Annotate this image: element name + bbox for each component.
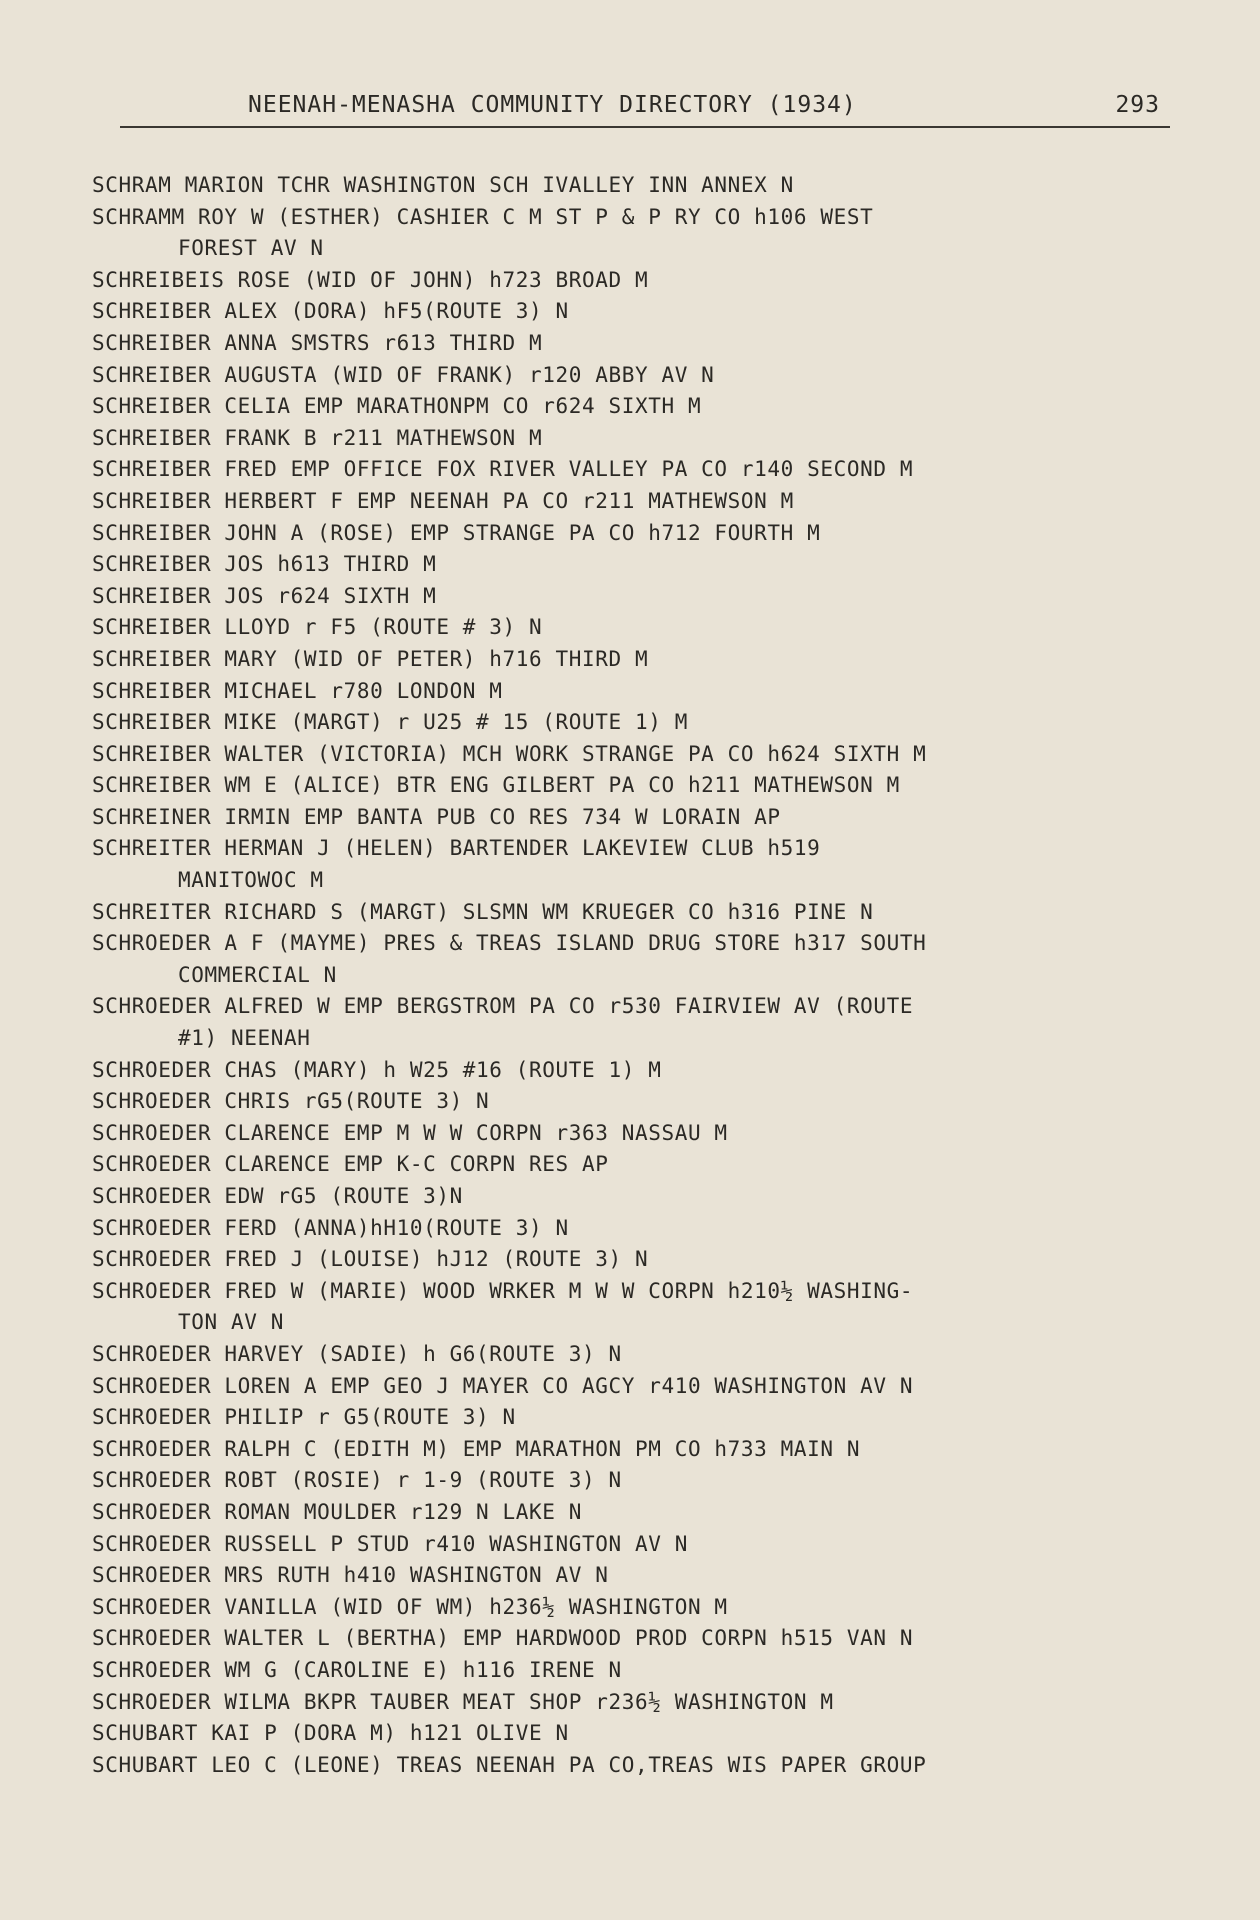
directory-entry: SCHROEDER FRED J (LOUISE) hJ12 (ROUTE 3) N [92, 1247, 649, 1272]
directory-entry: SCHROEDER WM G (CAROLINE E) h116 IRENE N [92, 1657, 622, 1682]
directory-entry: SCHROEDER VANILLA (WID OF WM) h236½ WASHINGTON M [92, 1594, 728, 1619]
page-number: 293 [1115, 92, 1160, 118]
directory-entry: SCHREIBER MIKE (MARGT) r U25 # 15 (ROUTE 1) M [92, 710, 688, 735]
page-title: NEENAH-MENASHA COMMUNITY DIRECTORY (1934) [248, 92, 857, 118]
directory-entry: SCHREIBER JOHN A (ROSE) EMP STRANGE PA CO h712 FOURTH M [92, 520, 821, 545]
directory-entry: SCHUBART LEO C (LEONE) TREAS NEENAH PA CO,TREAS WIS PAPER GROUP [92, 1752, 927, 1777]
directory-entry: SCHROEDER HARVEY (SADIE) h G6(ROUTE 3) N [92, 1341, 622, 1366]
page-header [120, 92, 1170, 128]
directory-entry-continuation: COMMERCIAL N [178, 962, 337, 987]
directory-entry: SCHREIBER FRED EMP OFFICE FOX RIVER VALLEY PA CO r140 SECOND M [92, 457, 914, 482]
directory-entry: SCHREIBER CELIA EMP MARATHONPM CO r624 SIXTH M [92, 394, 702, 419]
directory-entry: SCHROEDER ALFRED W EMP BERGSTROM PA CO r530 FAIRVIEW AV (ROUTE [92, 994, 914, 1019]
directory-entry: SCHROEDER A F (MAYME) PRES & TREAS ISLAND DRUG STORE h317 SOUTH [92, 931, 927, 956]
directory-entry: SCHROEDER WALTER L (BERTHA) EMP HARDWOOD PROD CORPN h515 VAN N [92, 1626, 914, 1651]
directory-entry: SCHREIBEIS ROSE (WID OF JOHN) h723 BROAD M [92, 267, 649, 292]
directory-entry: SCHREIBER ANNA SMSTRS r613 THIRD M [92, 330, 543, 355]
directory-entry: SCHREIBER FRANK B r211 MATHEWSON M [92, 425, 543, 450]
directory-entry: SCHROEDER WILMA BKPR TAUBER MEAT SHOP r236½ WASHINGTON M [92, 1689, 834, 1714]
directory-entry: SCHREIBER MICHAEL r780 LONDON M [92, 678, 503, 703]
directory-entry: SCHREIBER LLOYD r F5 (ROUTE # 3) N [92, 615, 543, 640]
directory-entry: SCHREIBER ALEX (DORA) hF5(ROUTE 3) N [92, 299, 569, 324]
directory-entry: SCHRAMM ROY W (ESTHER) CASHIER C M ST P & P RY CO h106 WEST [92, 204, 874, 229]
directory-entry-continuation: TON AV N [178, 1310, 284, 1335]
directory-entry: SCHROEDER RUSSELL P STUD r410 WASHINGTON AV N [92, 1531, 688, 1556]
directory-entry: SCHUBART KAI P (DORA M) h121 OLIVE N [92, 1721, 569, 1746]
directory-listing [92, 170, 1202, 1781]
directory-entry-continuation: FOREST AV N [178, 236, 324, 261]
directory-entry-continuation: #1) NEENAH [178, 1026, 311, 1051]
directory-entry: SCHREINER IRMIN EMP BANTA PUB CO RES 734 W LORAIN AP [92, 804, 781, 829]
directory-entry: SCHROEDER ROBT (ROSIE) r 1-9 (ROUTE 3) N [92, 1468, 622, 1493]
directory-entry: SCHROEDER PHILIP r G5(ROUTE 3) N [92, 1405, 516, 1430]
directory-entry: SCHROEDER LOREN A EMP GEO J MAYER CO AGCY r410 WASHINGTON AV N [92, 1373, 914, 1398]
directory-entry: SCHREIBER JOS r624 SIXTH M [92, 583, 437, 608]
directory-entry: SCHREIBER AUGUSTA (WID OF FRANK) r120 ABBY AV N [92, 362, 715, 387]
directory-entry: SCHROEDER CLARENCE EMP M W W CORPN r363 NASSAU M [92, 1120, 728, 1145]
directory-entry: SCHROEDER MRS RUTH h410 WASHINGTON AV N [92, 1563, 609, 1588]
directory-entry-continuation: MANITOWOC M [178, 868, 324, 893]
directory-entry: SCHROEDER ROMAN MOULDER r129 N LAKE N [92, 1499, 582, 1524]
directory-entry: SCHRAM MARION TCHR WASHINGTON SCH IVALLEY INN ANNEX N [92, 173, 794, 197]
directory-entry: SCHROEDER RALPH C (EDITH M) EMP MARATHON PM CO h733 MAIN N [92, 1436, 861, 1461]
directory-entry: SCHROEDER CLARENCE EMP K-C CORPN RES AP [92, 1152, 609, 1177]
directory-entry: SCHROEDER FERD (ANNA)hH10(ROUTE 3) N [92, 1215, 569, 1240]
directory-entry: SCHROEDER EDW rG5 (ROUTE 3)N [92, 1184, 463, 1208]
directory-entry: SCHROEDER CHRIS rG5(ROUTE 3) N [92, 1089, 490, 1114]
directory-entry: SCHREIBER WM E (ALICE) BTR ENG GILBERT PA CO h211 MATHEWSON M [92, 773, 900, 798]
directory-entry: SCHROEDER CHAS (MARY) h W25 #16 (ROUTE 1) M [92, 1057, 662, 1082]
directory-entry: SCHREITER HERMAN J (HELEN) BARTENDER LAKEVIEW CLUB h519 [92, 836, 821, 861]
directory-entry: SCHREIBER JOS h613 THIRD M [92, 552, 437, 577]
directory-entry: SCHREIBER MARY (WID OF PETER) h716 THIRD M [92, 646, 649, 671]
directory-entry: SCHROEDER FRED W (MARIE) WOOD WRKER M W W CORPN h210½ WASHING- [92, 1278, 914, 1303]
directory-entry: SCHREIBER HERBERT F EMP NEENAH PA CO r211 MATHEWSON M [92, 488, 794, 513]
directory-entry: SCHREITER RICHARD S (MARGT) SLSMN WM KRUEGER CO h316 PINE N [92, 899, 874, 924]
directory-entry: SCHREIBER WALTER (VICTORIA) MCH WORK STRANGE PA CO h624 SIXTH M [92, 741, 927, 766]
